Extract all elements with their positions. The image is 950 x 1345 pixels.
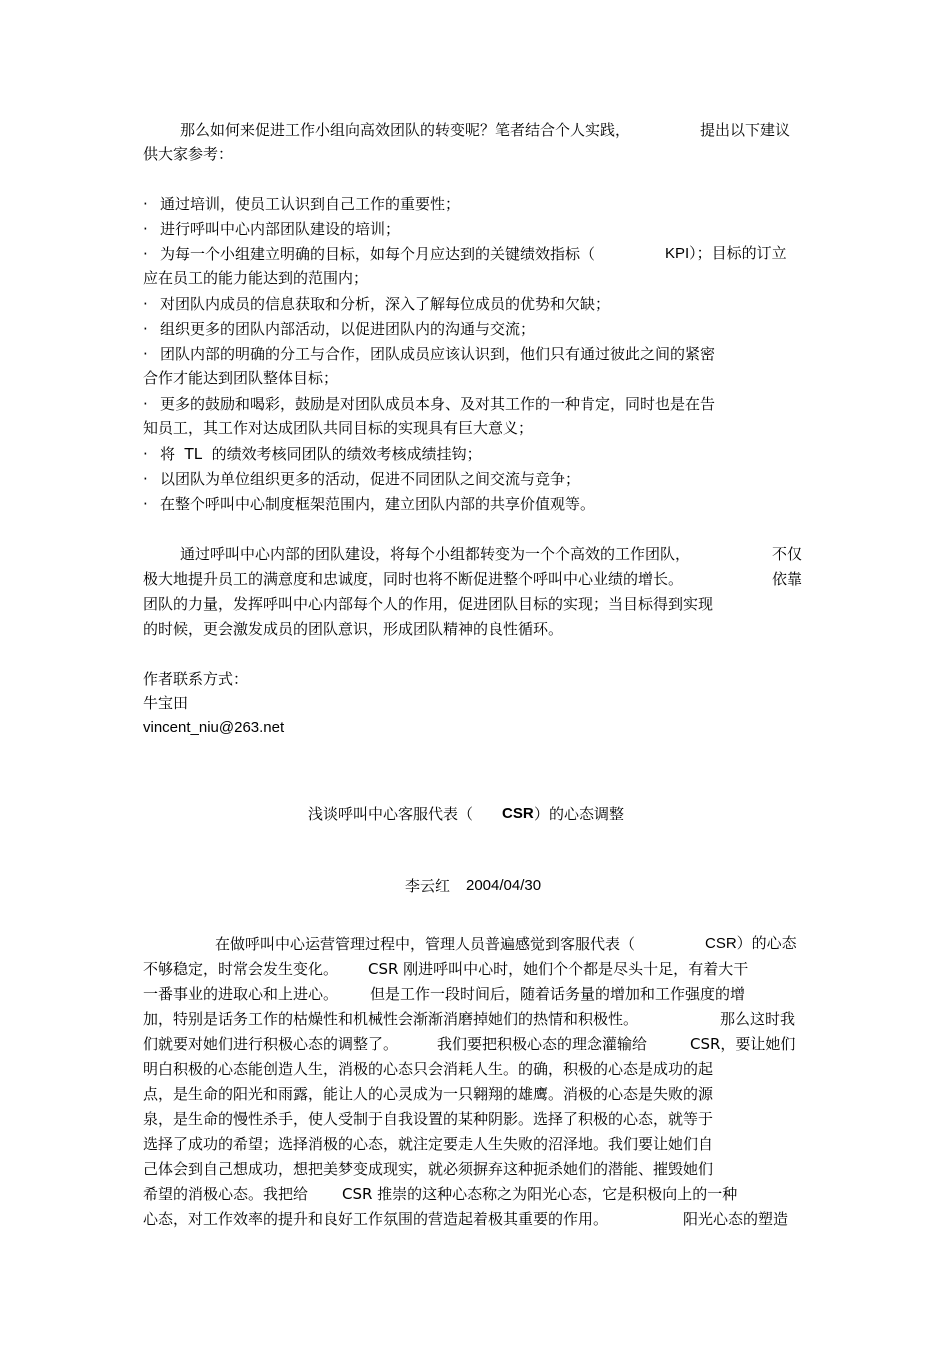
bullet-marker: · bbox=[143, 245, 148, 263]
bullet-marker: · bbox=[143, 220, 148, 238]
conclusion-line-1b: 不仅 bbox=[772, 545, 803, 563]
bullet-marker: · bbox=[143, 195, 148, 213]
bullet-marker: · bbox=[143, 345, 148, 363]
body-line-2a: 不够稳定，时常会发生变化。 bbox=[143, 960, 339, 978]
intro-line-1a: 那么如何来促进工作小组向高效团队的转变呢？笔者结合个人实践， bbox=[180, 121, 631, 139]
body-line-6: 明白积极的心态能创造人生，消极的心态只会消耗人生。的确，积极的心态是成功的起 bbox=[143, 1060, 714, 1078]
suggestion-5: 组织更多的团队内部活动，以促进团队内的沟通与交流； bbox=[160, 320, 536, 338]
body-line-3b: 但是工作一段时间后，随着话务量的增加和工作强度的增 bbox=[370, 985, 746, 1003]
body-line-11b: CSR 推崇的这种心态称之为阳光心态，它是积极向上的一种 bbox=[342, 1185, 738, 1203]
suggestion-2: 进行呼叫中心内部团队建设的培训； bbox=[160, 220, 401, 238]
author-email: vincent_niu@263.net bbox=[143, 719, 285, 736]
body-line-5c: CSR，要让她们 bbox=[690, 1035, 796, 1053]
article-title-a: 浅谈呼叫中心客服代表（ bbox=[308, 805, 474, 823]
bullet-marker: · bbox=[143, 470, 148, 488]
body-line-10: 己体会到自己想成功，想把美梦变成现实，就必须摒弃这种扼杀她们的潜能、摧毁她们 bbox=[143, 1160, 714, 1178]
conclusion-line-2b: 依靠 bbox=[772, 570, 803, 588]
bullet-marker: · bbox=[143, 395, 148, 413]
body-line-4a: 加，特别是话务工作的枯燥性和机械性会渐渐消磨掉她们的热情和积极性。 bbox=[143, 1010, 639, 1028]
body-line-12a: 心态，对工作效率的提升和良好工作氛围的营造起着极其重要的作用。 bbox=[143, 1210, 609, 1228]
suggestion-3b: KPI）；目标的订立 bbox=[665, 245, 787, 262]
body-line-5a: 们就要对她们进行积极心态的调整了。 bbox=[143, 1035, 399, 1053]
suggestion-6a: 团队内部的明确的分工与合作，团队成员应该认识到，他们只有通过彼此之间的紧密 bbox=[160, 345, 716, 363]
bullet-marker: · bbox=[143, 445, 148, 463]
suggestion-8: 将 TL 的绩效考核同团队的绩效考核成绩挂钩； bbox=[160, 445, 482, 463]
bullet-marker: · bbox=[143, 320, 148, 338]
body-line-12b: 阳光心态的塑造 bbox=[683, 1210, 789, 1228]
article-title-c: ）的心态调整 bbox=[534, 805, 625, 823]
body-line-4b: 那么这时我 bbox=[720, 1010, 796, 1028]
suggestion-7a: 更多的鼓励和喝彩，鼓励是对团队成员本身、及对其工作的一种肯定，同时也是在告 bbox=[160, 395, 716, 413]
conclusion-line-4: 的时候，更会激发成员的团队意识，形成团队精神的良性循环。 bbox=[143, 620, 564, 638]
conclusion-line-2a: 极大地提升员工的满意度和忠诚度，同时也将不断促进整个呼叫中心业绩的增长。 bbox=[143, 570, 684, 588]
body-line-3a: 一番事业的进取心和上进心。 bbox=[143, 985, 339, 1003]
intro-line-1b: 提出以下建议 bbox=[700, 121, 791, 139]
body-line-7: 点，是生命的阳光和雨露，能让人的心灵成为一只翱翔的雄鹰。消极的心态是失败的源 bbox=[143, 1085, 714, 1103]
conclusion-line-3: 团队的力量，发挥呼叫中心内部每个人的作用，促进团队目标的实现；当目标得到实现 bbox=[143, 595, 714, 613]
body-line-9: 选择了成功的希望；选择消极的心态，就注定要走人生失败的沼泽地。我们要让她们自 bbox=[143, 1135, 714, 1153]
body-line-2b: CSR 刚进呼叫中心时，她们个个都是尽头十足，有着大干 bbox=[368, 960, 749, 978]
suggestion-10: 在整个呼叫中心制度框架范围内，建立团队内部的共享价值观等。 bbox=[160, 495, 596, 513]
body-line-5b: 我们要把积极心态的理念灌输给 bbox=[437, 1035, 648, 1053]
article-author: 李云红 bbox=[405, 877, 451, 895]
suggestion-1: 通过培训，使员工认识到自己工作的重要性； bbox=[160, 195, 461, 213]
suggestion-6b: 合作才能达到团队整体目标； bbox=[143, 369, 339, 387]
suggestion-7b: 知员工，其工作对达成团队共同目标的实现具有巨大意义； bbox=[143, 419, 534, 437]
article-date: 2004/04/30 bbox=[466, 877, 542, 894]
body-line-1a: 在做呼叫中心运营管理过程中，管理人员普遍感觉到客服代表（ bbox=[215, 935, 636, 953]
intro-line-2: 供大家参考： bbox=[143, 145, 234, 163]
body-line-1b: CSR）的心态 bbox=[705, 935, 797, 952]
contact-label: 作者联系方式： bbox=[143, 670, 249, 688]
conclusion-line-1a: 通过呼叫中心内部的团队建设，将每个小组都转变为一个个高效的工作团队， bbox=[180, 545, 691, 563]
body-line-8: 泉，是生命的慢性杀手，使人受制于自我设置的某种阴影。选择了积极的心态，就等于 bbox=[143, 1110, 714, 1128]
suggestion-9: 以团队为单位组织更多的活动，促进不同团队之间交流与竞争； bbox=[160, 470, 581, 488]
suggestion-3a: 为每一个小组建立明确的目标，如每个月应达到的关键绩效指标（ bbox=[160, 245, 596, 263]
bullet-marker: · bbox=[143, 495, 148, 513]
suggestion-3c: 应在员工的能力能达到的范围内； bbox=[143, 269, 369, 287]
body-line-11a: 希望的消极心态。我把给 bbox=[143, 1185, 309, 1203]
article-title-csr: CSR bbox=[502, 805, 534, 822]
bullet-marker: · bbox=[143, 295, 148, 313]
suggestion-4: 对团队内成员的信息获取和分析，深入了解每位成员的优势和欠缺； bbox=[160, 295, 611, 313]
author-name: 牛宝田 bbox=[143, 694, 189, 712]
